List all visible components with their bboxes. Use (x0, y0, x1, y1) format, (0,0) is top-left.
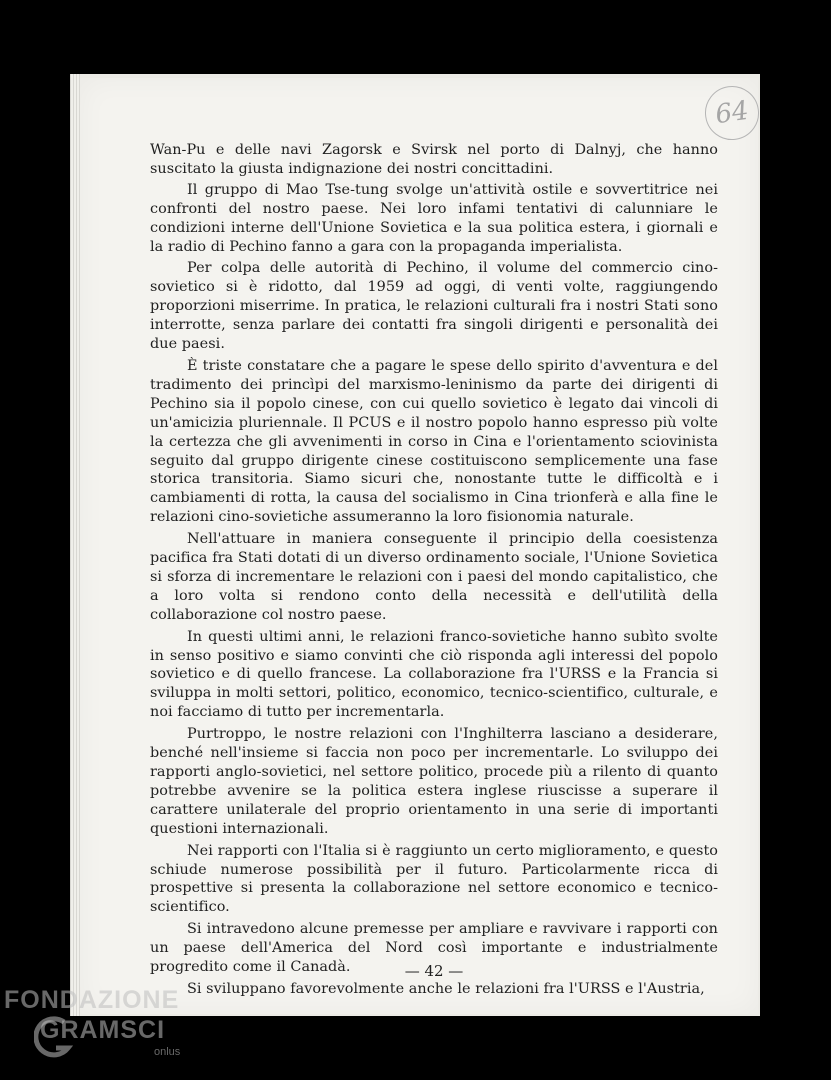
paragraph: Si intravedono alcune premesse per ampliare e ravvivare i rapporti con un paese dell'America del Nord così importante e industrialmente progredito come il Canadà. (150, 921, 718, 976)
watermark-line-2: GRAMSCI (40, 1016, 166, 1044)
paragraph: È triste constatare che a pagare le spese dello spirito d'avventura e del tradimento dei princìpi del marxismo-leninismo da parte dei dirigenti di Pechino sia il popolo cinese, con cui quello sovietico è legato dai vincoli di un'amicizia pluriennale. Il PCUS e il nostro popolo hanno espresso più volte la certezza che gli avvenimenti in corso in Cina e l'orientamento sciovinista seguito dal gruppo dirigente cinese costituiscono semplicemente una fase storica transitoria. Siamo sicuri che, nonostante tutte le difficoltà e i cambiamenti di rotta, la causa del socialismo in Cina trionferà e alla fine le relazioni cino-sovietiche assumeranno la loro fisionomia naturale. (150, 357, 718, 526)
paragraph: Nei rapporti con l'Italia si è raggiunto un certo miglioramento, e questo schiude numerose possibilità per il futuro. Particolarmente ricca di prospettive si presenta la collaborazione nel settore economico e tecnico-scientifico. (150, 842, 718, 916)
paragraph: Si sviluppano favorevolmente anche le relazioni fra l'URSS e l'Austria, (187, 980, 705, 997)
paragraph: In questi ultimi anni, le relazioni franco-sovietiche hanno subìto svolte in senso positivo e siamo convinti che ciò risponda agli interessi del popolo sovietico e di quello francese. La collaborazione fra l'URSS e la Francia si sviluppa in molti settori, politico, economico, tecnico-scientifico, culturale, e noi facciamo di tutto per incrementarla. (150, 628, 718, 721)
paragraph: Purtroppo, le nostre relazioni con l'Inghilterra lasciano a desiderare, benché nell'insieme si faccia non poco per incrementarle. Lo sviluppo dei rapporti anglo-sovietici, nel settore politico, procede più a rilento di quanto potrebbe avvenire se la politica estera inglese riuscisse a superare il carattere unilaterale del proprio orientamento in una serie di importanti questioni internazionali. (150, 726, 718, 837)
watermark-line-1: FONDAZIONE (4, 986, 180, 1014)
body-text (150, 141, 718, 1002)
paragraph: Nell'attuare in maniera conseguente il principio della coesistenza pacifica fra Stati dotati di un diverso ordinamento sociale, l'Unione Sovietica si sforza di incrementare le relazioni con i paesi del mondo capitalistico, che a loro volta si rendono conto della necessità e dell'utilità della collaborazione col nostro paese. (150, 531, 718, 623)
archive-stamp: 64 (702, 83, 763, 144)
page-edges (70, 74, 80, 1016)
paragraph: Per colpa delle autorità di Pechino, il volume del commercio cino-sovietico si è ridotto, dal 1959 ad oggi, di venti volte, raggiungendo proporzioni miserrime. In pratica, le relazioni culturali fra i nostri Stati sono interrotte, senza parlare dei contatti fra singoli dirigenti e personalità dei due paesi. (150, 260, 718, 353)
watermark-line-3: onlus (154, 1046, 181, 1058)
watermark-logo (4, 986, 214, 1076)
paragraph: Wan-Pu e delle navi Zagorsk e Svirsk nel porto di Dalnyj, che hanno suscitato la giusta indignazione dei nostri concittadini. (150, 142, 718, 177)
paragraph: Il gruppo di Mao Tse-tung svolge un'attività ostile e sovvertitrice nei confronti del nostro paese. Nei loro infami tentativi di calunniare le condizioni interne dell'Unione Sovietica e la sua politica estera, i giornali e la radio di Pechino fanno a gara con la propaganda imperialista. (150, 181, 718, 255)
page-number: — 42 — (404, 962, 464, 980)
